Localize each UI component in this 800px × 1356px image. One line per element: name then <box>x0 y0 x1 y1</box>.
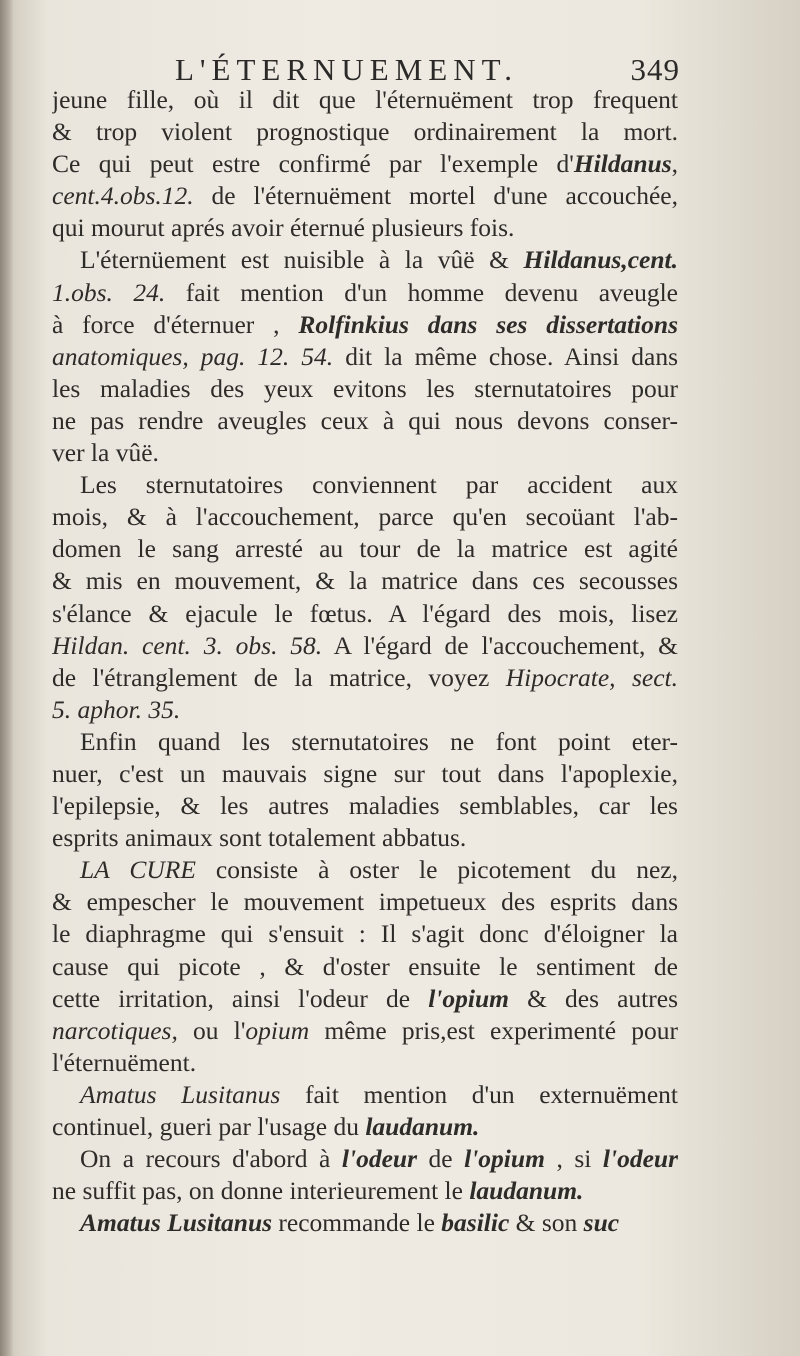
text-line <box>52 1207 678 1239</box>
paragraph-p2 <box>52 244 678 469</box>
text-run: s'élance & ejacule le fœtus. A l'égard des mois, lisez <box>52 598 678 628</box>
text-line <box>52 854 678 886</box>
text-run: de l'étranglement de la matrice, voyez <box>52 662 506 692</box>
text-run: les maladies des yeux evitons les sternutatoires pour <box>52 373 678 403</box>
text-run: Hildan. cent. 3. obs. 58. <box>52 630 323 660</box>
text-line <box>52 983 678 1015</box>
text-line <box>52 726 678 758</box>
text-run: LA CURE <box>80 855 196 885</box>
text-run: & trop violent prognostique ordinairement la mort. <box>52 117 678 147</box>
page-body-text <box>52 84 678 1239</box>
text-run: l'éternuëment. <box>52 1047 197 1077</box>
text-run: recommande le <box>272 1208 442 1238</box>
text-run: dit la même chose. Ainsi dans <box>333 341 678 371</box>
running-title: L'ÉTERNUEMENT. <box>175 52 518 87</box>
text-line <box>52 84 678 116</box>
text-run: de <box>417 1144 465 1174</box>
text-line <box>52 630 678 662</box>
text-run: l'epilepsie, & les autres maladies semblables, car les <box>52 791 678 821</box>
text-run: L'éternüement est nuisible à la vûë & <box>80 245 524 275</box>
text-run: Hildanus,cent. <box>523 245 678 275</box>
text-line <box>52 598 678 630</box>
text-run: l'opium <box>464 1144 545 1174</box>
text-run: Hildanus <box>573 149 672 179</box>
text-line <box>52 405 678 437</box>
text-run: cent.4.obs.12. <box>52 181 194 211</box>
paragraph-p5 <box>52 854 678 1079</box>
paragraph-p8 <box>52 1207 678 1239</box>
text-run: & des autres <box>508 983 678 1013</box>
text-run: Rolfinkius dans ses dissertations <box>298 309 678 339</box>
text-line <box>52 148 678 180</box>
text-line <box>52 886 678 918</box>
text-run: laudanum. <box>469 1176 584 1206</box>
text-run: 5. aphor. 35. <box>52 694 181 724</box>
text-run: cause qui picote , & d'oster ensuite le sentiment de <box>52 951 678 981</box>
text-line <box>52 437 678 469</box>
paragraph-p1 <box>52 84 678 244</box>
text-run: consiste à oster le picotement du nez, <box>195 855 678 885</box>
text-line <box>52 565 678 597</box>
text-run: mois, & à l'accouchement, parce qu'en secoüant l'ab- <box>52 502 678 532</box>
text-line <box>52 951 678 983</box>
text-run: à force d'éternuer , <box>52 309 299 339</box>
text-line <box>52 244 678 276</box>
text-line <box>52 373 678 405</box>
text-line <box>52 533 678 565</box>
text-line <box>52 1079 678 1111</box>
text-run: esprits animaux sont totalement abbatus. <box>52 823 467 853</box>
text-run: ne pas rendre aveugles ceux à qui nous devons conser- <box>52 405 678 435</box>
text-run: opium <box>245 1015 310 1045</box>
page-number: 349 <box>630 52 680 87</box>
text-run: anatomiques, pag. 12. 54. <box>52 341 334 371</box>
text-run: fait mention d'un homme devenu aveugle <box>165 277 678 307</box>
text-run: Enfin quand les sternutatoires ne font point eter- <box>80 726 678 756</box>
text-run: Ce qui peut estre confirmé par l'exemple d' <box>52 149 574 179</box>
paragraph-p7 <box>52 1143 678 1207</box>
text-run: de l'éternuëment mortel d'une accouchée, <box>193 181 678 211</box>
text-line <box>52 1015 678 1047</box>
text-line <box>52 758 678 790</box>
text-run: ne suffit pas, on donne interieurement le <box>52 1176 470 1206</box>
paragraph-p4 <box>52 726 678 854</box>
text-run: A l'égard de l'accouchement, & <box>322 630 678 660</box>
text-run: Amatus Lusitanus <box>80 1079 281 1109</box>
text-line <box>52 116 678 148</box>
text-run: , si <box>544 1144 603 1174</box>
text-run: Les sternutatoires conviennent par accident aux <box>80 470 678 500</box>
text-run: le diaphragme qui s'ensuit : Il s'agit donc d'éloigner la <box>52 919 678 949</box>
text-run: l'odeur <box>341 1144 417 1174</box>
text-run: 1.obs. 24. <box>52 277 166 307</box>
text-line <box>52 918 678 950</box>
text-run: & son <box>509 1208 584 1238</box>
text-run: l'opium <box>428 983 509 1013</box>
text-run: ver la vûë. <box>52 438 159 468</box>
text-line <box>52 662 678 694</box>
text-run: Hipocrate, sect. <box>505 662 678 692</box>
text-run: narcotiques, <box>52 1015 178 1045</box>
text-line <box>52 212 678 244</box>
text-run: cette irritation, ainsi l'odeur de <box>52 983 429 1013</box>
text-line <box>52 309 678 341</box>
text-line <box>52 180 678 212</box>
text-run: basilic <box>441 1208 510 1238</box>
text-run: continuel, gueri par l'usage du <box>52 1112 366 1141</box>
text-run: & empescher le mouvement impetueux des esprits dans <box>52 887 678 917</box>
paragraph-p6 <box>52 1079 678 1143</box>
text-line <box>52 1143 678 1175</box>
text-run: , <box>671 149 678 179</box>
text-run: jeune fille, où il dit que l'éternuëment trop frequent <box>52 85 678 114</box>
text-run: même pris,est experimenté pour <box>309 1015 678 1045</box>
text-line <box>52 501 678 533</box>
text-line <box>52 1111 678 1143</box>
text-run: suc <box>583 1208 620 1238</box>
text-line <box>52 1047 678 1079</box>
paragraph-p3 <box>52 469 678 726</box>
text-line <box>52 1175 678 1207</box>
text-run: qui mourut aprés avoir éternué plusieurs fois. <box>52 213 515 243</box>
text-run: & mis en mouvement, & la matrice dans ces secousses <box>52 566 678 596</box>
text-line <box>52 790 678 822</box>
text-line <box>52 277 678 309</box>
text-run: fait mention d'un externuëment <box>280 1079 678 1109</box>
text-run: domen le sang arresté au tour de la matrice est agité <box>52 534 678 564</box>
text-run: Amatus Lusitanus <box>80 1208 273 1238</box>
text-line <box>52 822 678 854</box>
text-line <box>52 694 678 726</box>
text-run: l'odeur <box>602 1144 678 1174</box>
text-run: laudanum. <box>365 1112 480 1141</box>
text-line <box>52 469 678 501</box>
text-run: nuer, c'est un mauvais signe sur tout dans l'apoplexie, <box>52 758 678 788</box>
text-line <box>52 341 678 373</box>
page-gutter-shadow <box>0 0 14 1356</box>
text-run: On a recours d'abord à <box>80 1144 342 1174</box>
text-run: ou l' <box>177 1015 246 1045</box>
